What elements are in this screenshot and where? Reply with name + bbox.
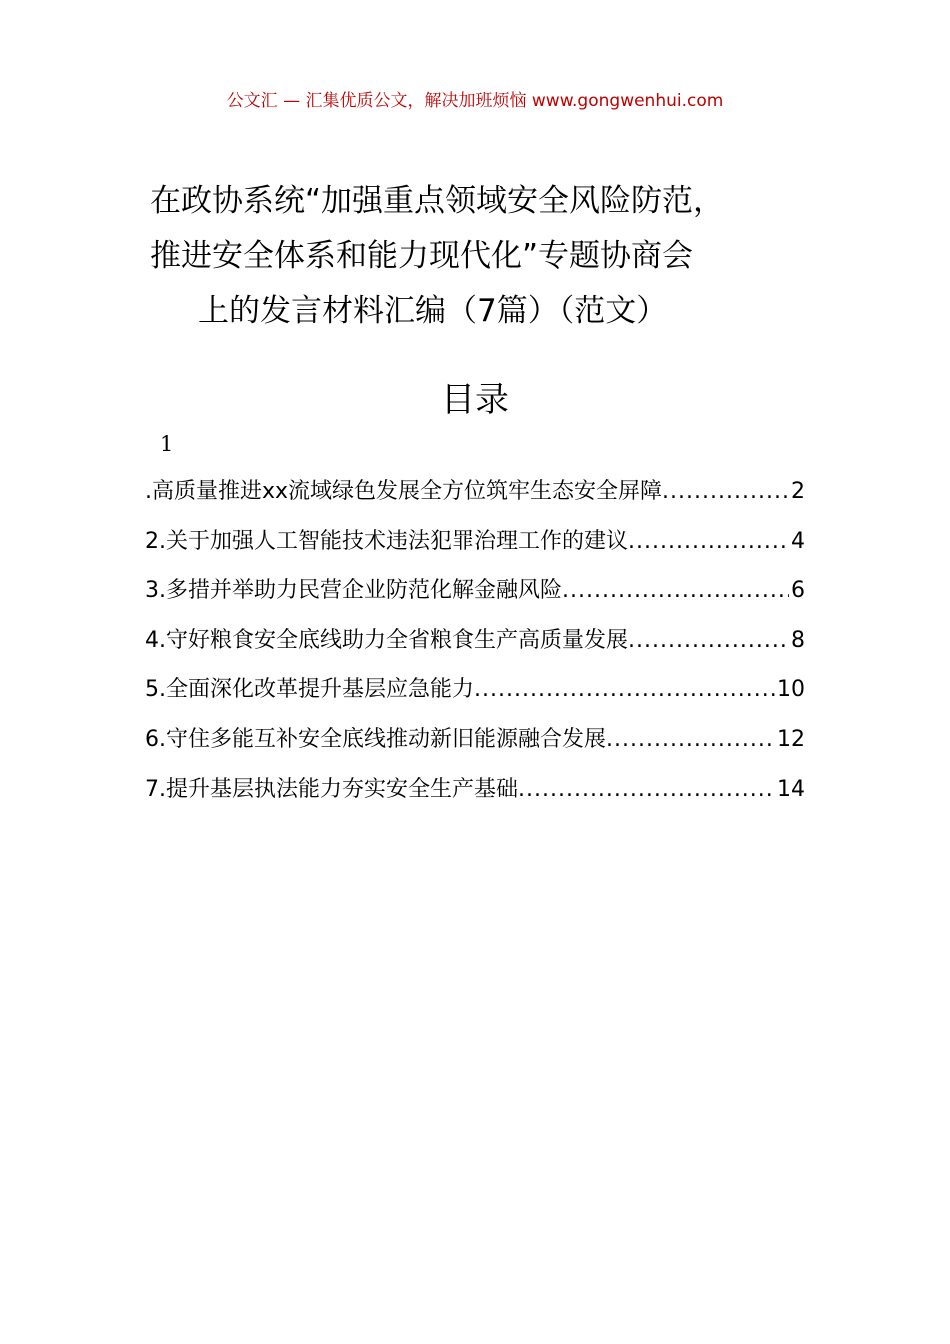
toc-entry-label: 6.守住多能互补安全底线推动新旧能源融合发展 [145, 726, 606, 752]
toc-entry-label: 7.提升基层执法能力夯实安全生产基础 [145, 776, 518, 802]
toc-entry-label: 3.多措并举助力民营企业防范化解金融风险 [145, 578, 562, 604]
toc-entry-page: 12 [777, 726, 805, 752]
toc-entry-7[interactable] [145, 772, 805, 822]
title-line-1: 在政协系统“加强重点领域安全风险防范， [150, 183, 725, 219]
table-of-contents [145, 474, 805, 821]
toc-dot-leader [562, 578, 789, 603]
toc-heading: 目录 [441, 380, 509, 420]
toc-entry-page: 2 [791, 479, 805, 504]
toc-entry-6[interactable] [145, 722, 805, 772]
toc-entry-page: 4 [791, 528, 805, 554]
toc-entry-label: 5.全面深化改革提升基层应急能力 [145, 677, 474, 703]
toc-entry-label: 2.关于加强人工智能技术违法犯罪治理工作的建议 [145, 528, 628, 554]
toc-entry-5[interactable] [145, 672, 805, 722]
toc-entry-label: 4.守好粮食安全底线助力全省粮食生产高质量发展 [145, 627, 628, 653]
title-line-3: 上的发言材料汇编（7篇）（范文） [198, 293, 668, 329]
toc-entry-page: 8 [791, 627, 805, 653]
toc-dot-leader [474, 677, 775, 702]
toc-entry-2[interactable] [145, 524, 805, 574]
toc-entry-page: 14 [777, 776, 805, 802]
toc-dot-leader [606, 727, 775, 752]
toc-dot-leader [628, 529, 789, 554]
toc-stray-number: 1 [160, 432, 174, 456]
toc-entry-label: .高质量推进xx流域绿色发展全方位筑牢生态安全屏障 [145, 479, 663, 504]
site-banner: 公文汇 — 汇集优质公文，解决加班烦恼 www.gongwenhui.com [226, 91, 724, 111]
toc-entry-3[interactable] [145, 573, 805, 623]
toc-entry-page: 6 [791, 578, 805, 604]
toc-dot-leader [662, 479, 789, 504]
document-title [150, 174, 850, 339]
toc-entry-1[interactable] [145, 474, 805, 524]
toc-dot-leader [628, 628, 789, 653]
title-line-2: 推进安全体系和能力现代化”专题协商会 [150, 238, 694, 274]
toc-entry-page: 10 [777, 677, 805, 703]
toc-dot-leader [518, 777, 775, 802]
toc-entry-4[interactable] [145, 623, 805, 673]
